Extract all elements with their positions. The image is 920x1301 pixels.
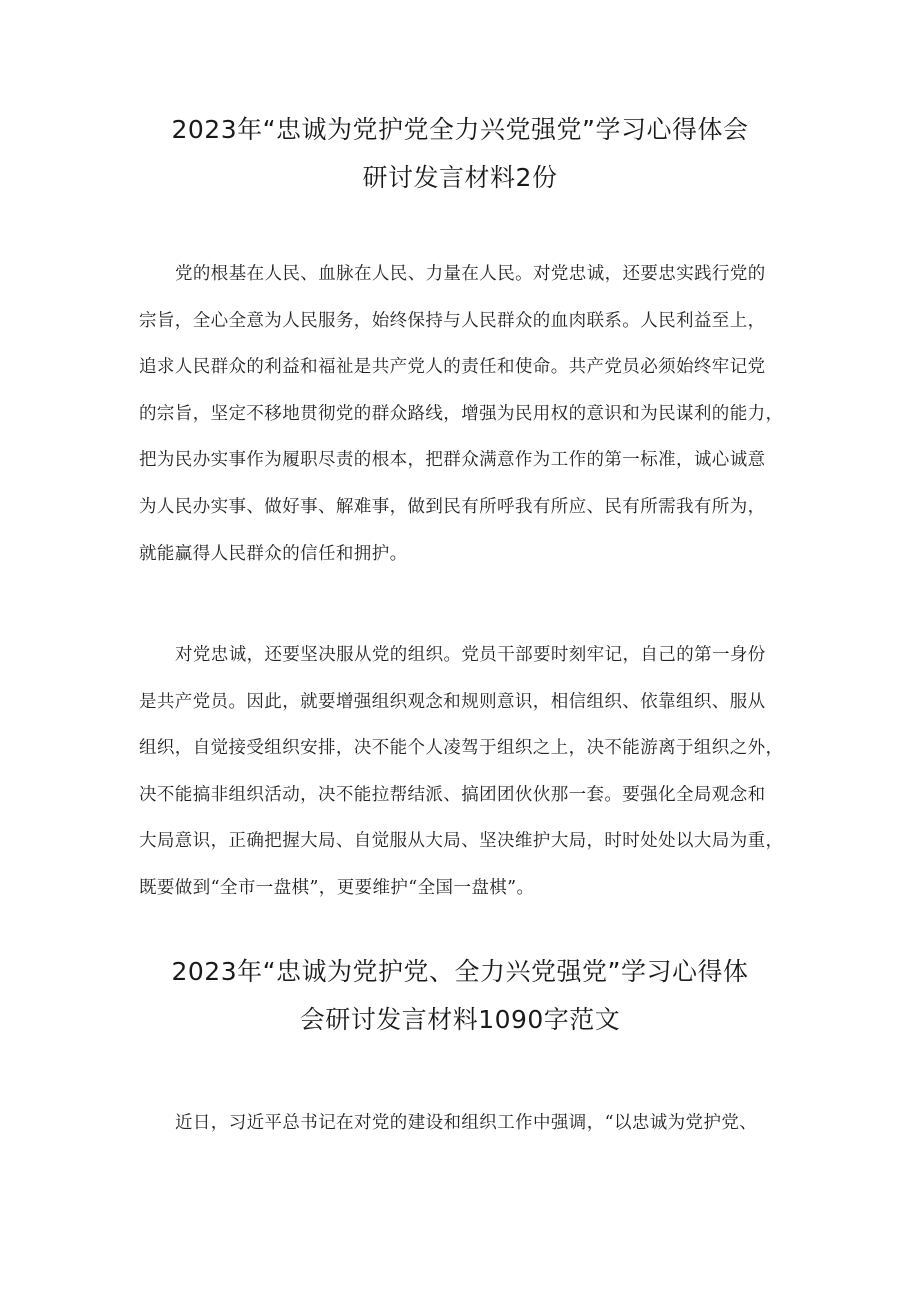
body-paragraph: [139, 1100, 799, 1147]
paragraph-line: 对党忠诚，还要坚决服从党的组织。党员干部要时刻牢记，自己的第一身份: [175, 645, 766, 665]
paragraph-line: 大局意识，正确把握大局、自觉服从大局、坚决维护大局，时时处处以大局为重，: [139, 831, 784, 852]
paragraph-line: 组织，自觉接受组织安排，决不能个人凌驾于组织之上，决不能游离于组织之外，: [139, 738, 784, 759]
paragraph-line: 既要做到“全市一盘棋”，更要维护“全国一盘棋”。: [139, 877, 535, 898]
paragraph-line: 把为民办实事作为履职尽责的根本，把群众满意作为工作的第一标准，诚心诚意: [139, 450, 766, 471]
paragraph-line: 就能赢得人民群众的信任和拥护。: [139, 543, 408, 564]
paragraph-line: 为人民办实事、做好事、解难事，做到民有所呼我有所应、民有所需我有所为，: [139, 496, 766, 517]
body-paragraph: [139, 251, 799, 577]
paragraph-line: 决不能搞非组织活动，决不能拉帮结派、搞团团伙伙那一套。要强化全局观念和: [139, 784, 766, 805]
paragraph-line: 宗旨，全心全意为人民服务，始终保持与人民群众的血肉联系。人民利益至上，: [139, 310, 766, 331]
title-line: 2023年“忠诚为党护党全力兴党强党”学习心得体会: [171, 115, 749, 144]
title-line: 会研讨发言材料1090字范文: [299, 1005, 621, 1034]
paragraph-line: 追求人民群众的利益和福祉是共产党人的责任和使命。共产党员必须始终牢记党: [139, 357, 766, 378]
document-title: [120, 106, 800, 202]
title-line: 研讨发言材料2份: [362, 163, 558, 192]
body-paragraph: [139, 632, 799, 912]
paragraph-line: 是共产党员。因此，就要增强组织观念和规则意识，相信组织、依靠组织、服从: [139, 691, 766, 712]
title-line: 2023年“忠诚为党护党、全力兴党强党”学习心得体: [171, 957, 749, 986]
paragraph-line: 党的根基在人民、血脉在人民、力量在人民。对党忠诚，还要忠实践行党的: [175, 264, 766, 284]
section-title: [120, 948, 800, 1044]
paragraph-line: 近日，习近平总书记在对党的建设和组织工作中强调，“以忠诚为党护党、: [175, 1113, 758, 1133]
paragraph-line: 的宗旨，坚定不移地贯彻党的群众路线，增强为民用权的意识和为民谋利的能力，: [139, 403, 784, 424]
